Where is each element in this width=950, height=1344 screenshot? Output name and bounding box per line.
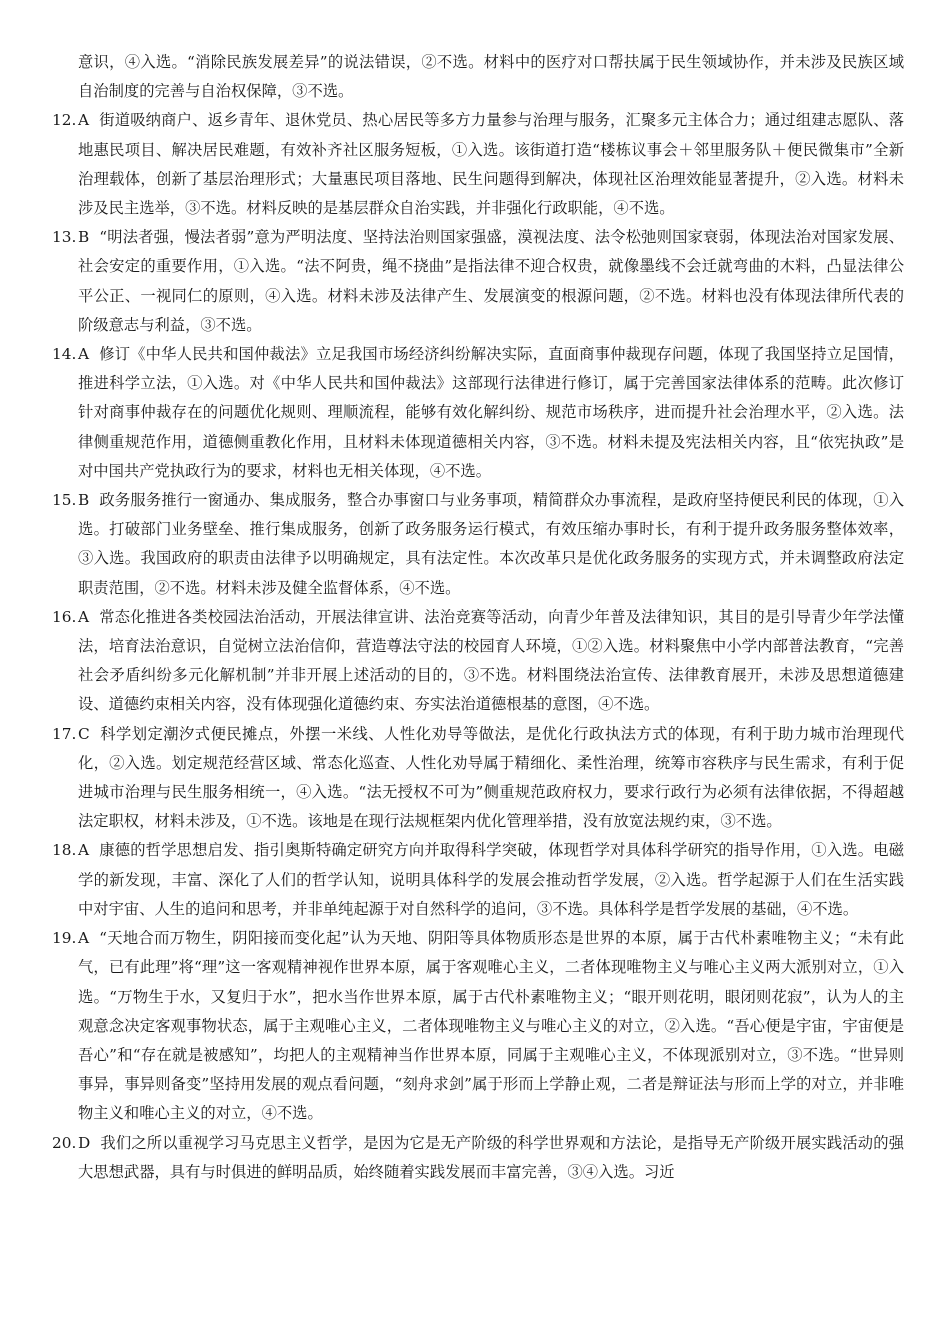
explanation-item — [52, 486, 904, 603]
explanation-text: 政务服务推行一窗通办、集成服务，整合办事窗口与业务事项，精简群众办事流程，是政府坚持便民利民的体现，①入选。打破部门业务壁垒、推行集成服务，创新了政务服务运行模式，有效压缩办事时长，有利于提升政务服务整体效率，③入选。我国政府的职责由法律予以明确规定，具有法定性。本次改革只是优化政务服务的实现方式，并未调整政府法定职责范围，②不选。材料未涉及健全监督体系，④不选。 — [78, 491, 904, 597]
explanation-item — [52, 836, 904, 924]
explanation-text: “天地合而万物生，阴阳接而变化起”认为天地、阴阳等具体物质形态是世界的本原，属于古代朴素唯物主义；“未有此气，已有此理”将“理”这一客观精神视作世界本原，属于客观唯心主义，二者体现唯物主义与唯心主义两大派别对立，①入选。“万物生于水，又复归于水”，把水当作世界本原，属于古代朴素唯物主义；“眼开则花明，眼闭则花寂”，认为人的主观意念决定客观事物状态，属于主观唯心主义，二者体现唯物主义与唯心主义的对立，②入选。“吾心便是宇宙，宇宙便是吾心”和“存在就是被感知”，均把人的主观精神当作世界本原，同属于主观唯心主义，不体现派别对立，③不选。“世异则事异，事异则备变”坚持用发展的观点看问题，“刻舟求剑”属于形而上学静止观，二者是辩证法与形而上学的对立，并非唯物主义和唯心主义的对立，④不选。 — [78, 929, 904, 1123]
question-number: 18. — [52, 841, 77, 860]
explanation-text: 常态化推进各类校园法治活动，开展法律宣讲、法治竞赛等活动，向青少年普及法律知识，其目的是引导青少年学法懂法，培育法治意识，自觉树立法治信仰，营造尊法守法的校园育人环境，①②入选。材料聚焦中小学内部普法教育，“完善社会矛盾纠纷多元化解机制”并非开展上述活动的目的，③不选。材料围绕法治宣传、法律教育展开，未涉及思想道德建设、道德约束相关内容，没有体现强化道德约束、夯实法治道德根基的意图，④不选。 — [78, 607, 904, 714]
question-number: 20. — [52, 1133, 77, 1152]
explanation-item — [52, 340, 904, 486]
answer-letter: D — [78, 1133, 91, 1152]
explanation-item — [52, 924, 904, 1128]
answer-letter: A — [78, 929, 90, 948]
answer-letter: C — [78, 724, 90, 743]
explanation-item — [52, 603, 904, 720]
explanation-text: “明法者强，慢法者弱”意为严明法度、坚持法治则国家强盛，漠视法度、法令松弛则国家衰弱，体现法治对国家发展、社会安定的重要作用，①入选。“法不阿贵，绳不挠曲”是指法律不迎合权贵，就像墨线不会迁就弯曲的木料，凸显法律公平公正、一视同仁的原则，④入选。材料未涉及法律产生、发展演变的根源问题，②不选。材料也没有体现法律所代表的阶级意志与利益，③不选。 — [78, 228, 904, 334]
explanation-item — [52, 223, 904, 340]
explanation-text: 修订《中华人民共和国仲裁法》立足我国市场经济纠纷解决实际，直面商事仲裁现存问题，体现了我国坚持立足国情，推进科学立法，①入选。对《中华人民共和国仲裁法》这部现行法律进行修订，属于完善国家法律体系的范畴。此次修订针对商事仲裁存在的问题优化规则、理顺流程，能够有效化解纠纷、规范市场秩序，进而提升社会治理水平，②入选。法律侧重规范作用，道德侧重教化作用，且材料未体现道德相关内容，③不选。材料未提及宪法相关内容，且“依宪执政”是对中国共产党执政行为的要求，材料也无相关体现，④不选。 — [78, 345, 904, 480]
answer-letter: A — [78, 345, 90, 364]
answer-letter: A — [78, 841, 90, 860]
answer-letter: A — [78, 607, 90, 626]
explanation-item — [52, 1129, 904, 1187]
explanation-text: 我们之所以重视学习马克思主义哲学，是因为它是无产阶级的科学世界观和方法论，是指导无产阶级开展实践活动的强大思想武器，具有与时俱进的鲜明品质，始终随着实践发展而丰富完善，③④入选。习近 — [78, 1133, 904, 1181]
question-number: 14. — [52, 345, 77, 364]
question-number: 12. — [52, 111, 77, 130]
explanation-text: 康德的哲学思想启发、指引奥斯特确定研究方向并取得科学突破，体现哲学对具体科学研究的指导作用，①入选。电磁学的新发现，丰富、深化了人们的哲学认知，说明具体科学的发展会推动哲学发展，②入选。哲学起源于人们在生活实践中对宇宙、人生的追问和思考，并非单纯起源于对自然科学的追问，③不选。具体科学是哲学发展的基础，④不选。 — [78, 841, 904, 918]
question-number: 16. — [52, 607, 77, 626]
question-number: 15. — [52, 491, 77, 510]
answer-letter: A — [78, 111, 90, 130]
explanation-text: 街道吸纳商户、返乡青年、退休党员、热心居民等多方力量参与治理与服务，汇聚多元主体合力；通过组建志愿队、落地惠民项目、解决居民难题，有效补齐社区服务短板，①入选。该街道打造“楼栋议事会＋邻里服务队＋便民微集市”全新治理载体，创新了基层治理形式；大量惠民项目落地、民生问题得到解决，体现社区治理效能显著提升，②入选。材料未涉及民主选举，③不选。材料反映的是基层群众自治实践，并非强化行政职能，④不选。 — [78, 111, 904, 218]
question-number: 13. — [52, 228, 77, 247]
explanation-item — [52, 106, 904, 223]
explanation-text: 科学划定潮汐式便民摊点，外摆一米线、人性化劝导等做法，是优化行政执法方式的体现，有利于助力城市治理现代化，②入选。划定规范经营区域、常态化巡查、人性化劝导属于精细化、柔性治理，统筹市容秩序与民生需求，有利于促进城市治理与民生服务相统一，④入选。“法无授权不可为”侧重规范政府权力，要求行政行为必须有法律依据，不得超越法定职权，材料未涉及，①不选。该地是在现行法规框架内优化管理举措，没有放宽法规约束，③不选。 — [78, 724, 904, 831]
question-number: 17. — [52, 724, 77, 743]
explanation-item — [52, 720, 904, 837]
continued-explanation-text: 意识，④入选。“消除民族发展差异”的说法错误，②不选。材料中的医疗对口帮扶属于民生领域协作，并未涉及民族区域自治制度的完善与自治权保障，③不选。 — [78, 53, 904, 101]
answer-letter: B — [78, 491, 90, 510]
question-number: 19. — [52, 929, 77, 948]
answer-explanation-page — [52, 48, 904, 1187]
explanation-list — [52, 106, 904, 1187]
answer-letter: B — [78, 228, 90, 247]
